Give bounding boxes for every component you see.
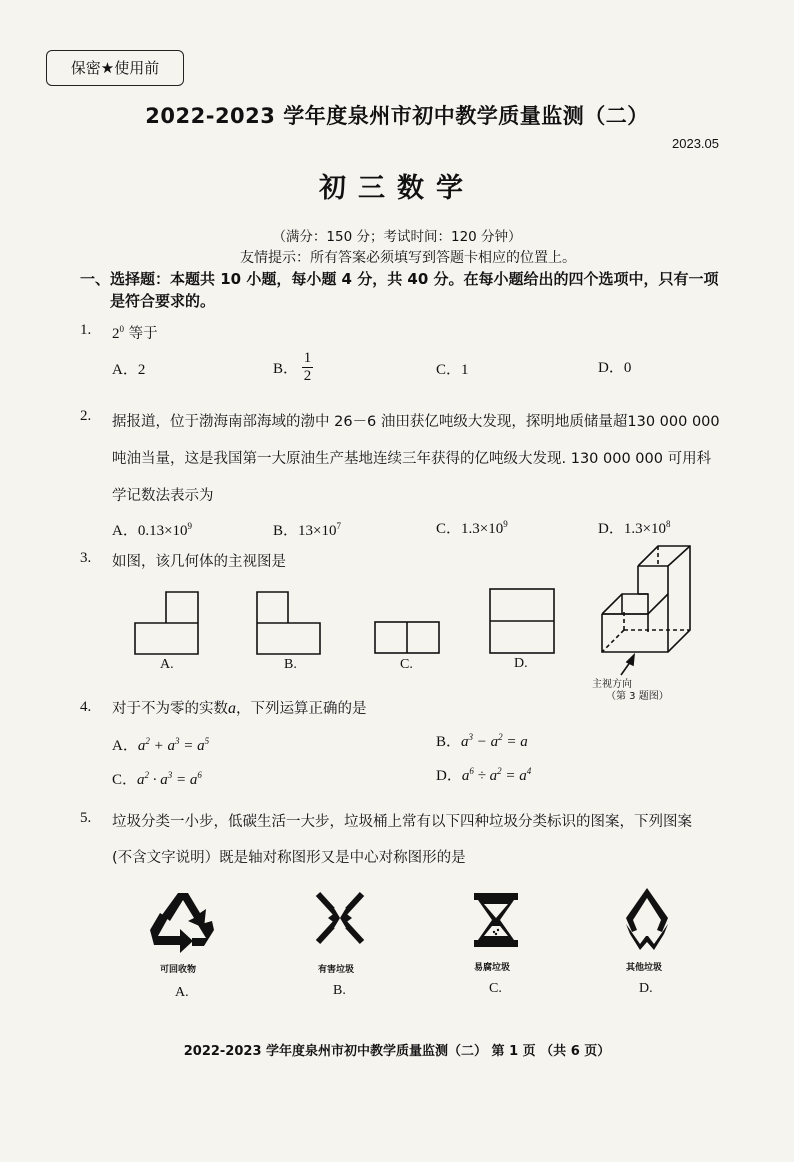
hourglass-icon: [474, 893, 518, 947]
q5-line-2: (不含文字说明）既是轴对称图形又是中心对称图形的是: [112, 850, 466, 866]
q2-option-d-exp: 8: [666, 519, 671, 529]
q3-label-c: C.: [400, 657, 413, 672]
q2-option-d-base: D．1.3×10: [598, 521, 667, 537]
q1-text: 等于: [128, 326, 158, 342]
q2-option-b-exp: 7: [336, 521, 341, 531]
q1-power: $2^0$: [112, 324, 124, 342]
q4-number: 4.: [80, 699, 92, 715]
q5-option-b: B.: [333, 983, 346, 998]
q2-option-a-exp: 9: [187, 521, 193, 531]
confidential-stamp: 保密★使用前: [46, 50, 184, 86]
q4-variable: a: [228, 700, 236, 717]
q5-option-a: A.: [175, 985, 189, 1000]
exam-info: （满分：150 分；考试时间：120 分钟）: [272, 229, 522, 245]
q3-direction-label: 主视方向: [592, 679, 632, 690]
q4-option-c-label: C．: [112, 772, 138, 788]
q4-option-a-expr: $a^2 + a^3 = a^5$: [137, 736, 210, 754]
q2-line-2: 吨油当量，这是我国第一大原油生产基地连续三年获得的亿吨级大发现. 130 000 000 可用科: [112, 451, 712, 467]
q4-option-d-label: D．: [436, 768, 462, 784]
q4-option-b-label: B．: [436, 734, 462, 750]
exam-title: 2022-2023 学年度泉州市初中教学质量监测（二）: [145, 104, 649, 128]
q4-option-b-expr: $a^3 - a^2 = a$: [461, 732, 528, 750]
other-waste-icon: [626, 888, 668, 950]
q5-option-d: D.: [639, 981, 653, 996]
q5-option-c: C.: [489, 981, 502, 996]
q1-number: 1.: [80, 322, 92, 338]
q2-option-a-base: A．0.13×10: [112, 523, 188, 539]
q5-label-other: 其他垃圾: [626, 963, 663, 973]
q5-number: 5.: [80, 810, 92, 826]
q2-number: 2.: [80, 408, 92, 424]
q2-option-c-base: C．1.3×10: [436, 521, 504, 537]
q3-number: 3.: [80, 550, 92, 566]
q5-label-perishable: 易腐垃圾: [474, 963, 511, 973]
q5-label-hazardous: 有害垃圾: [318, 965, 355, 975]
q2-line-1: 据报道，位于渤海南部海域的渤中 26－6 油田获亿吨级大发现，探明地质储量超130 000 000: [112, 414, 720, 430]
q1-option-a: A．2: [112, 362, 146, 378]
q3-caption: （第 3 题图）: [606, 691, 669, 702]
q2-option-c-exp: 9: [503, 519, 508, 529]
q3-label-d: D.: [514, 656, 528, 671]
q4-option-c-expr: $a^2 \cdot a^3 = a^6$: [137, 770, 202, 788]
q4-text-2: ，下列运算正确的是: [236, 701, 367, 717]
q2-line-3: 学记数法表示为: [112, 488, 214, 504]
recycle-icon: [150, 893, 214, 953]
q3-label-a: A.: [160, 657, 174, 672]
section-line-2: 是符合要求的。: [110, 292, 216, 310]
friendly-tip: 友情提示：所有答案必须填写到答题卡相应的位置上。: [240, 250, 576, 266]
q3-text: 如图，该几何体的主视图是: [112, 554, 286, 570]
exam-date: 2023.05: [672, 136, 719, 151]
q4-text: 对于不为零的实数: [112, 701, 228, 717]
q1-option-d: D．0: [598, 360, 632, 376]
q1-option-c: C．1: [436, 362, 469, 378]
q4-option-a-label: A．: [112, 738, 138, 754]
section-line-1: 一、选择题：本题共 10 小题，每小题 4 分，共 40 分。在每小题给出的四个选项中，只有一项: [80, 270, 719, 288]
q3-label-b: B.: [284, 657, 297, 672]
q2-option-b-base: B．13×10: [273, 523, 337, 539]
q1-option-b-label: B．: [273, 361, 299, 377]
hazardous-waste-icon: [318, 894, 362, 942]
q5-line-1: 垃圾分类一小步，低碳生活一大步，垃圾桶上常有以下四种垃圾分类标识的图案，下列图案: [112, 814, 692, 830]
q5-label-recyclable: 可回收物: [160, 965, 197, 975]
subject-title: 初三数学: [319, 173, 475, 204]
page-footer: 2022-2023 学年度泉州市初中教学质量监测（二） 第 1 页 （共 6 页）: [183, 1044, 611, 1059]
q1-fraction-num: 1: [303, 350, 312, 366]
q1-fraction-den: 2: [303, 368, 312, 384]
q4-option-d-expr: $a^6 \div a^2 = a^4$: [461, 766, 532, 784]
